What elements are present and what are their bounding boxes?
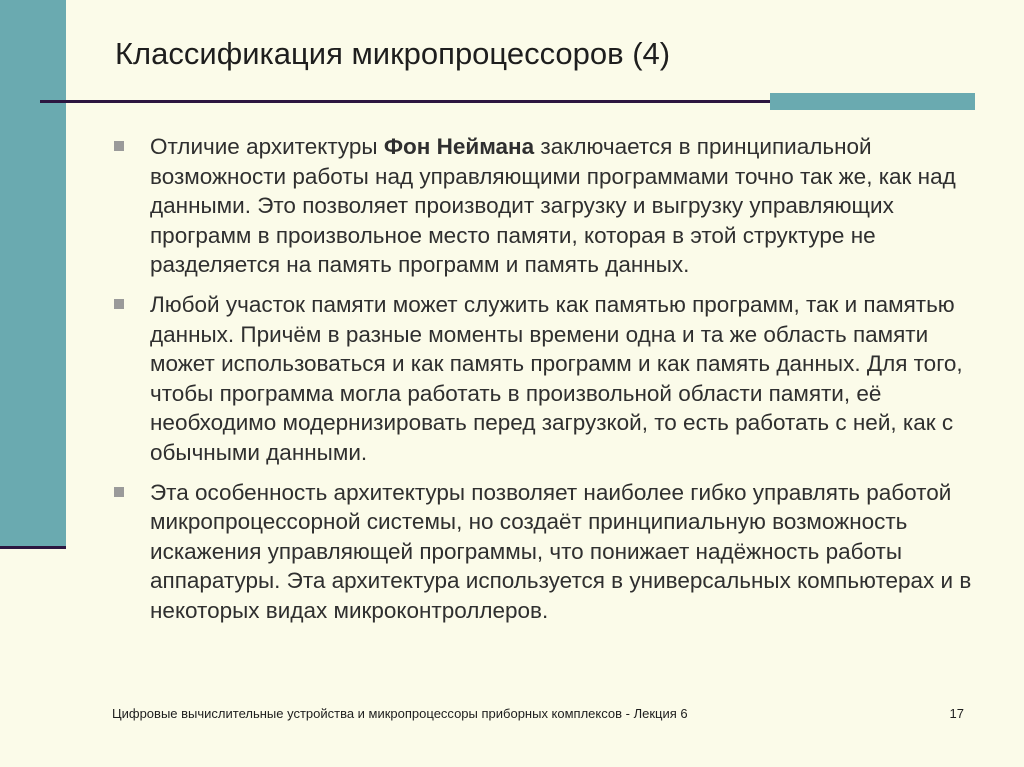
bullet-text-part: заключается в принципиальной возможности работы над управляющими программами точно так же, как над данными. Это позволяет производит загрузку и выгрузку управляющих программ в произвольное место памяти, которая в этой структуре не разделяется на память программ и память данных. — [150, 134, 956, 278]
bullet-item-1 — [112, 132, 972, 280]
left-accent-bar — [0, 0, 66, 546]
bullet-text: Эта особенность архитектуры позволяет наиболее гибко управлять работой микропроцессорной системы, но создаёт принципиальную возможность искажения управляющей программы, что понижает надёжность работы аппаратуры. Эта архитектура используется в универсальных компьютерах и в некоторых видах микроконтроллеров. — [150, 479, 972, 623]
square-bullet-icon — [114, 299, 124, 309]
slide-title: Классификация микропроцессоров (4) — [115, 36, 671, 71]
bullet-text — [150, 134, 956, 277]
bullet-item-2 — [112, 290, 972, 468]
square-bullet-icon — [114, 141, 124, 151]
left-bar-divider — [0, 546, 66, 549]
title-accent-bar — [770, 93, 975, 110]
slide-footer: Цифровые вычислительные устройства и микропроцессоры приборных комплексов - Лекция 6 — [112, 706, 688, 721]
bullet-text-part: Отличие архитектуры — [150, 134, 384, 159]
bullet-item-3 — [112, 478, 972, 626]
bullet-list — [112, 132, 972, 636]
bullet-text: Любой участок памяти может служить как памятью программ, так и памятью данных. Причём в разные моменты времени одна и та же область памяти может использоваться и как память программ и как память данных. Для того, чтобы программа могла работать в произвольной области памяти, её необходимо модернизировать перед загрузкой, то есть работать с ней, как с обычными данными. — [150, 291, 963, 465]
page-number: 17 — [949, 706, 964, 721]
bullet-bold-term: Фон Неймана — [383, 134, 535, 159]
square-bullet-icon — [114, 487, 124, 497]
